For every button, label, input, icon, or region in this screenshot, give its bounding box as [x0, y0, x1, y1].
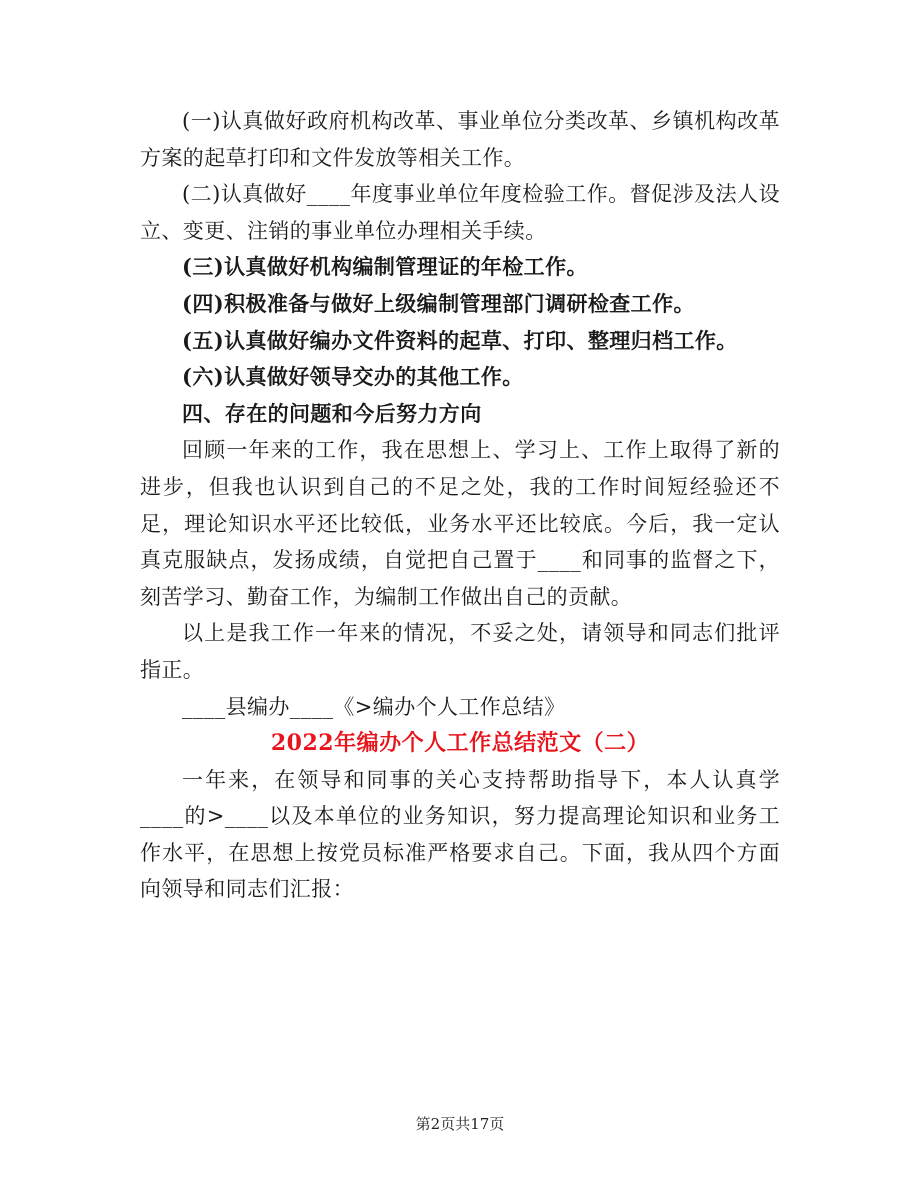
paragraph-2: (二)认真做好____年度事业单位年度检验工作。督促涉及法人设立、变更、注销的事业单位办理相关手续。 — [140, 182, 780, 243]
paragraph-4: (四)积极准备与做好上级编制管理部门调研检查工作。 — [182, 290, 695, 316]
paragraph-signature: ____县编办____《>编办个人工作总结》 — [182, 694, 566, 719]
paragraph-5: (五)认真做好编办文件资料的起草、打印、整理归档工作。 — [182, 327, 738, 353]
section-subheading: 四、存在的问题和今后努力方向 — [182, 400, 482, 426]
paragraph-1: (一)认真做好政府机构改革、事业单位分类改革、乡镇机构改革方案的起草打印和文件发放等相关工作。 — [140, 109, 780, 170]
document-body — [140, 103, 780, 908]
paragraph-review: 回顾一年来的工作，我在思想上、学习上、工作上取得了新的进步，但我也认识到自己的不足之处，我的工作时间短经验还不足，理论知识水平还比较低，业务水平还比较底。今后，我一定认真克服缺点，发扬成绩，自觉把自己置于____和同事的监督之下，刻苦学习、勤奋工作，为编制工作做出自己的贡献。 — [140, 438, 780, 609]
section-heading: 2022年编办个人工作总结范文（二） — [270, 730, 650, 757]
paragraph-3: (三)认真做好机构编制管理证的年检工作。 — [182, 254, 588, 280]
paragraph-6: (六)认真做好领导交办的其他工作。 — [182, 364, 524, 390]
paragraph-intro-two: 一年来，在领导和同事的关心支持帮助指导下，本人认真学____的>____以及本单位的业务知识，努力提高理论知识和业务工作水平，在思想上按党员标准严格要求自己。下面，我从四个方面向领导和同志们汇报： — [140, 767, 780, 902]
page-footer: 第2页共17页 — [415, 1115, 505, 1133]
paragraph-closing: 以上是我工作一年来的情况，不妥之处，请领导和同志们批评指正。 — [140, 621, 780, 682]
